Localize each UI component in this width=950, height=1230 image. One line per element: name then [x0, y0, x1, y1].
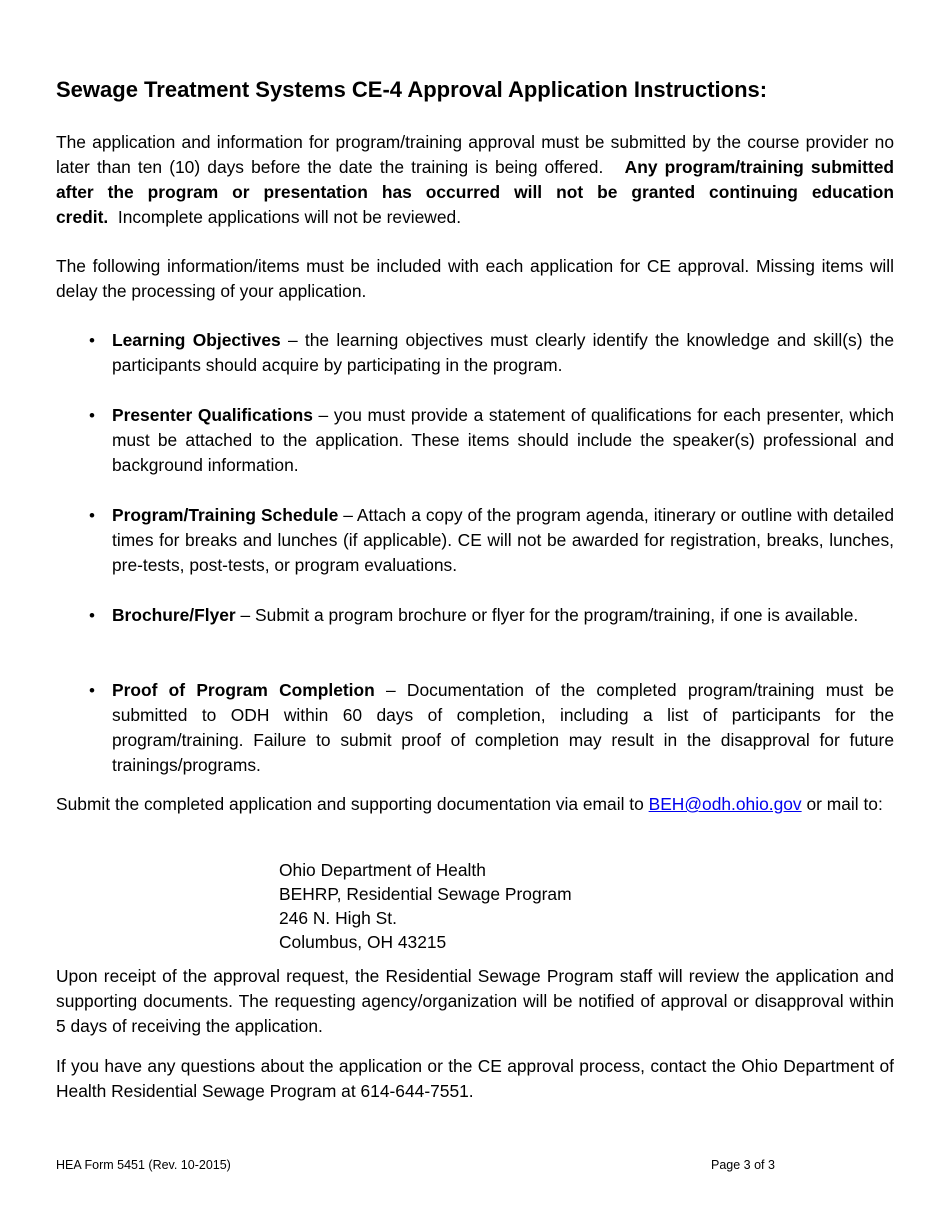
address-line: Columbus, OH 43215	[279, 932, 447, 952]
item-label: Presenter Qualifications	[112, 405, 313, 425]
intro-bold-warning: Any program/training submitted after the program or presentation has occurred will not be granted continuing education credit.	[56, 157, 894, 227]
mailing-address	[279, 858, 572, 954]
page-title: Sewage Treatment Systems CE-4 Approval Application Instructions:	[56, 77, 768, 102]
item-label: Program/Training Schedule	[112, 505, 339, 525]
list-item-presenter-qualifications	[89, 403, 894, 478]
item-text: – Attach a copy of the program agenda, itinerary or outline with detailed times for breaks and lunches (if applicable). CE will not be awarded for registration, breaks, lunches, pre-tests, post-tests, or program evaluations.	[112, 505, 895, 575]
bullet-icon: •	[89, 506, 95, 525]
address-line: 246 N. High St.	[279, 908, 397, 928]
submit-text-end: or mail to:	[801, 794, 883, 814]
form-id-footer: HEA Form 5451 (Rev. 10-2015)	[56, 1158, 231, 1172]
list-item-learning-objectives	[89, 328, 894, 378]
bullet-icon: •	[89, 606, 95, 625]
review-paragraph: Upon receipt of the approval request, the Residential Sewage Program staff will review the application and supporting documents. The requesting agency/organization will be notified of approval or disapproval within 5 days of receiving the application.	[56, 966, 894, 1036]
page-number: Page 3 of 3	[711, 1158, 775, 1172]
list-item-proof-of-completion	[89, 678, 894, 778]
address-line: Ohio Department of Health	[279, 860, 486, 880]
item-text: – Submit a program brochure or flyer for the program/training, if one is available.	[235, 605, 859, 625]
item-label: Learning Objectives	[112, 330, 281, 350]
required-items-intro: The following information/items must be included with each application for CE approval. Missing items will delay the processing of your application.	[56, 256, 894, 301]
list-item-brochure-flyer	[89, 603, 894, 628]
address-line: BEHRP, Residential Sewage Program	[279, 884, 572, 904]
submit-instructions	[56, 792, 894, 817]
item-text: – you must provide a statement of qualifications for each presenter, which must be attached to the application. These items should include the speaker(s) professional and background information.	[112, 405, 894, 475]
list-item-training-schedule	[89, 503, 895, 578]
bullet-icon: •	[89, 681, 95, 700]
intro-text: The application and information for program/training approval must be submitted by the course provider no later than ten (10) days before the date the training is being offered.	[56, 132, 894, 177]
item-label: Brochure/Flyer	[112, 605, 236, 625]
item-label: Proof of Program Completion	[112, 680, 375, 700]
bullet-icon: •	[89, 331, 95, 350]
intro-paragraph	[56, 130, 894, 230]
contact-paragraph: If you have any questions about the application or the CE approval process, contact the Ohio Department of Health Residential Sewage Program at 614-644-7551.	[56, 1056, 894, 1101]
item-text: – Documentation of the completed program/training must be submitted to ODH within 60 days of completion, including a list of participants for the program/training. Failure to submit proof of completion may result in the disapproval for future trainings/programs.	[112, 680, 894, 775]
intro-incomplete-note: Incomplete applications will not be reviewed.	[117, 207, 462, 227]
submit-text: Submit the completed application and supporting documentation via email to	[56, 794, 649, 814]
email-link[interactable]: BEH@odh.ohio.gov	[648, 794, 802, 814]
bullet-icon: •	[89, 406, 95, 425]
item-text: – the learning objectives must clearly identify the knowledge and skill(s) the participants should acquire by participating in the program.	[112, 330, 894, 375]
